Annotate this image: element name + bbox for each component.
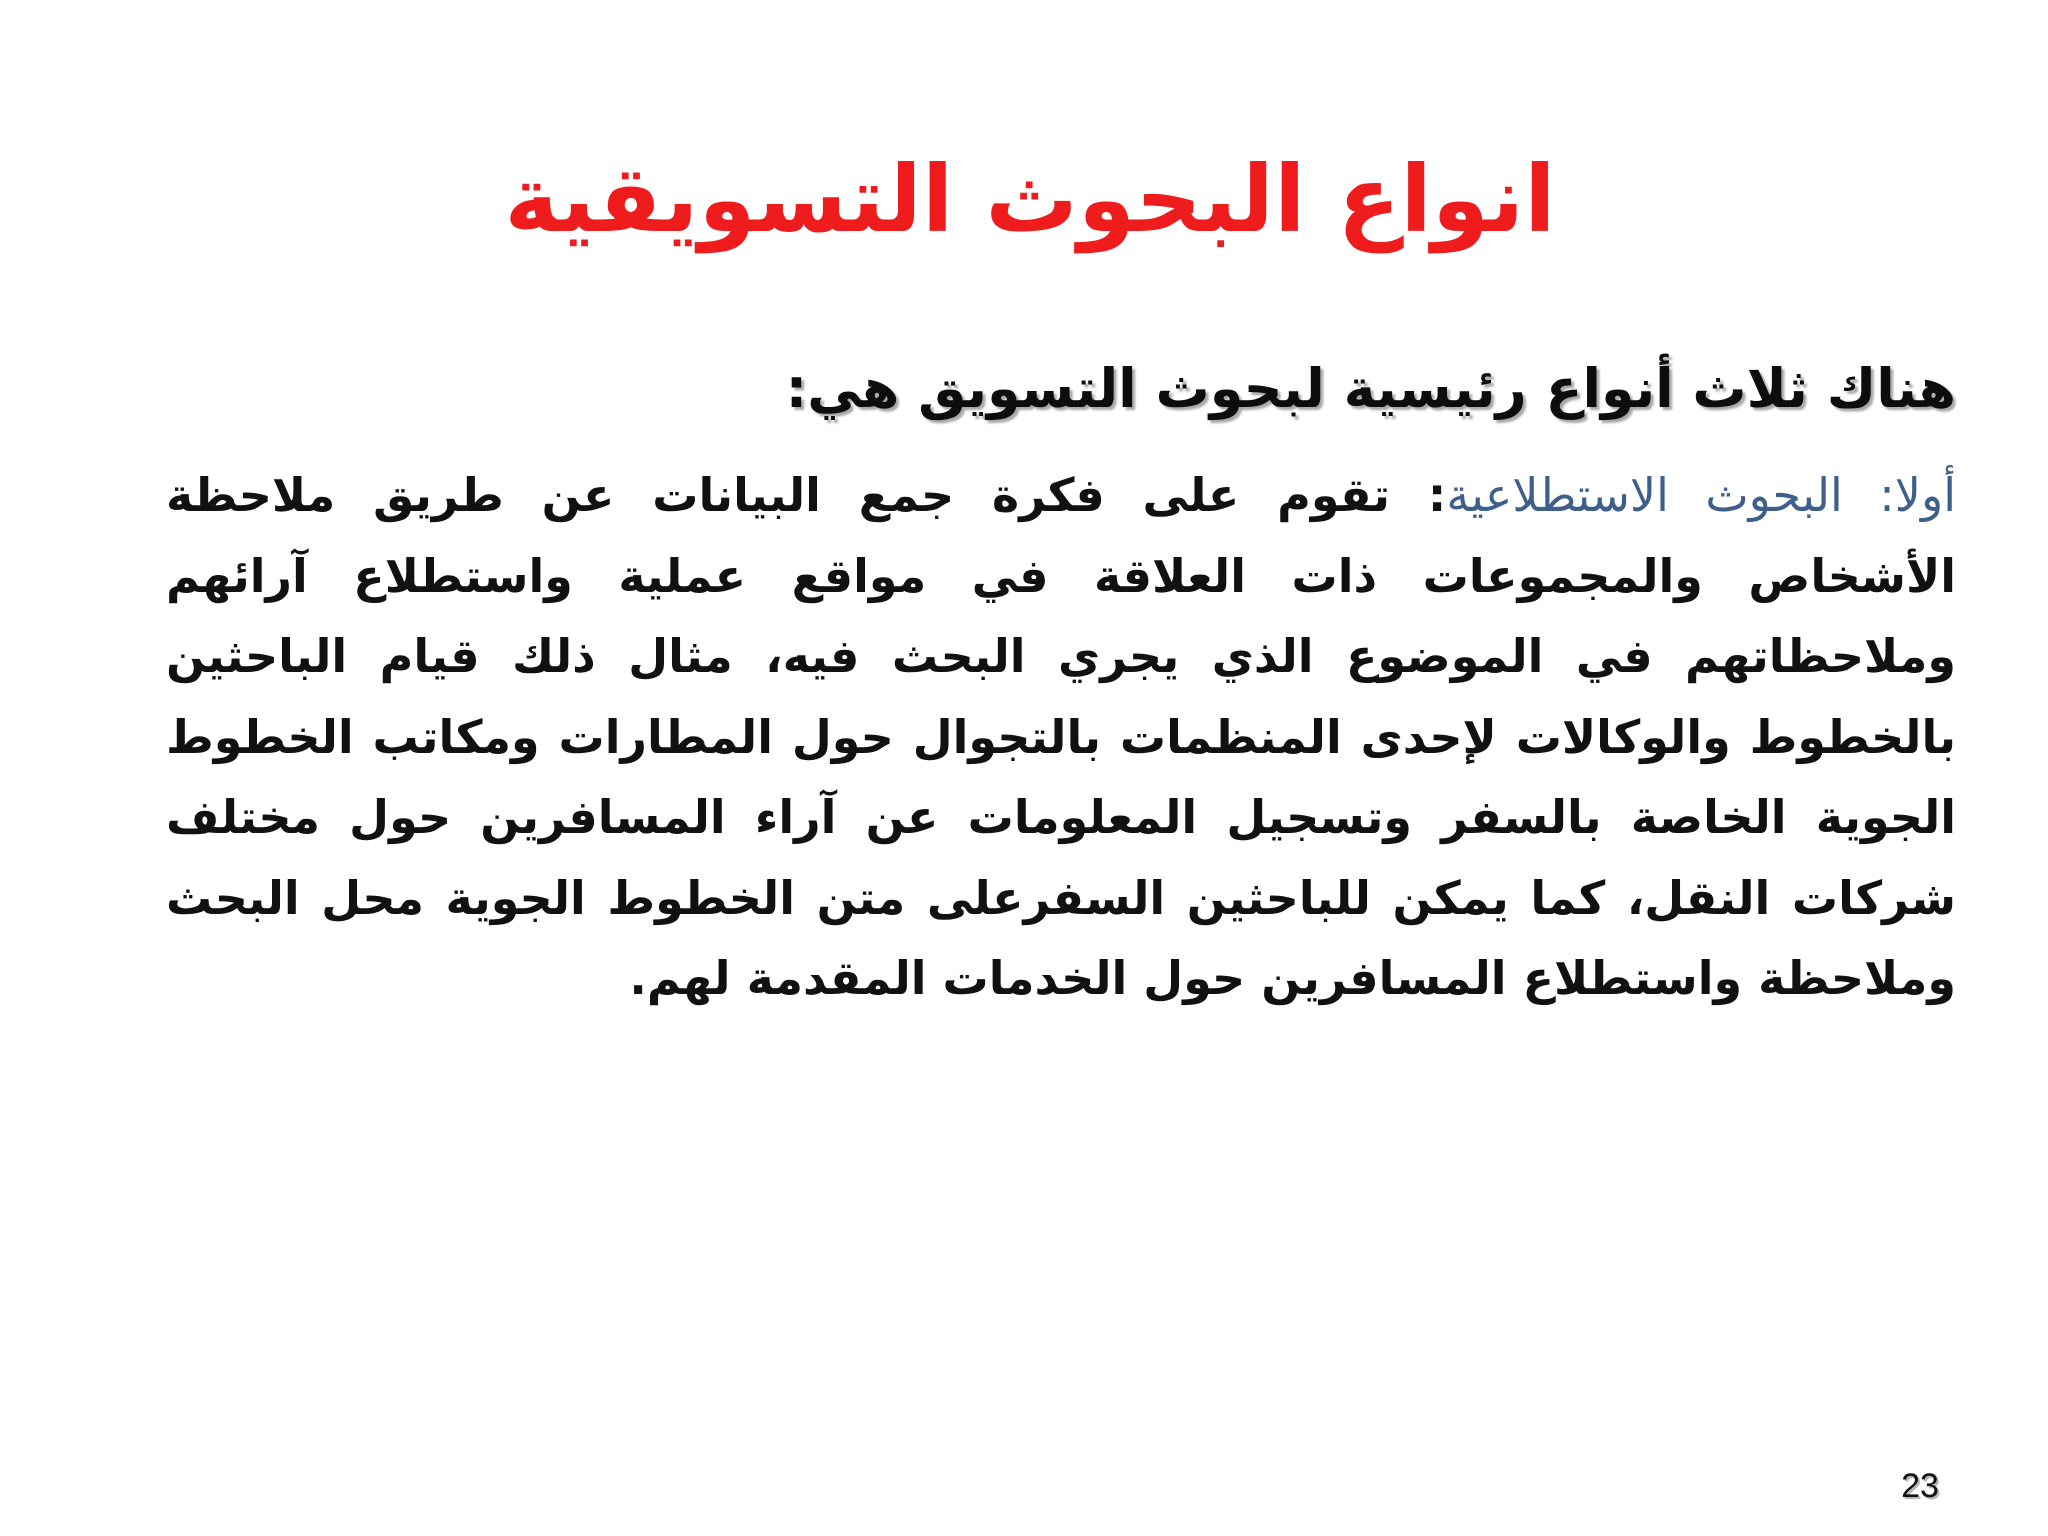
section-text: تقوم على فكرة جمع البيانات عن طريق ملاحظة الأشخاص والمجموعات ذات العلاقة في مواقع عملية واستطلاع آرائهم وملاحظاتهم في الموضوع الذي يجري البحث فيه، مثال ذلك قيام الباحثين بالخطوط والوكالات لإحدى المنظمات بالتجوال حول المطارات ومكاتب الخطوط الجوية الخاصة بالسفر وتسجيل المعلومات عن آراء المسافرين حول مختلف شركات النقل، كما يمكن للباحثين السفرعلى متن الخطوط الجوية محل البحث وملاحظة واستطلاع المسافرين حول الخدمات المقدمة لهم. (166, 468, 1956, 1005)
section-term: أولا: البحوث الاستطلاعية (1446, 468, 1956, 522)
slide-title: انواع البحوث التسويقية (504, 146, 1556, 253)
page-number: 23 (1901, 1467, 1939, 1505)
term-colon: : (1427, 468, 1447, 522)
intro-heading: هناك ثلاث أنواع رئيسية لبحوث التسويق هي: (785, 357, 1956, 420)
section-paragraph (166, 455, 1956, 1019)
